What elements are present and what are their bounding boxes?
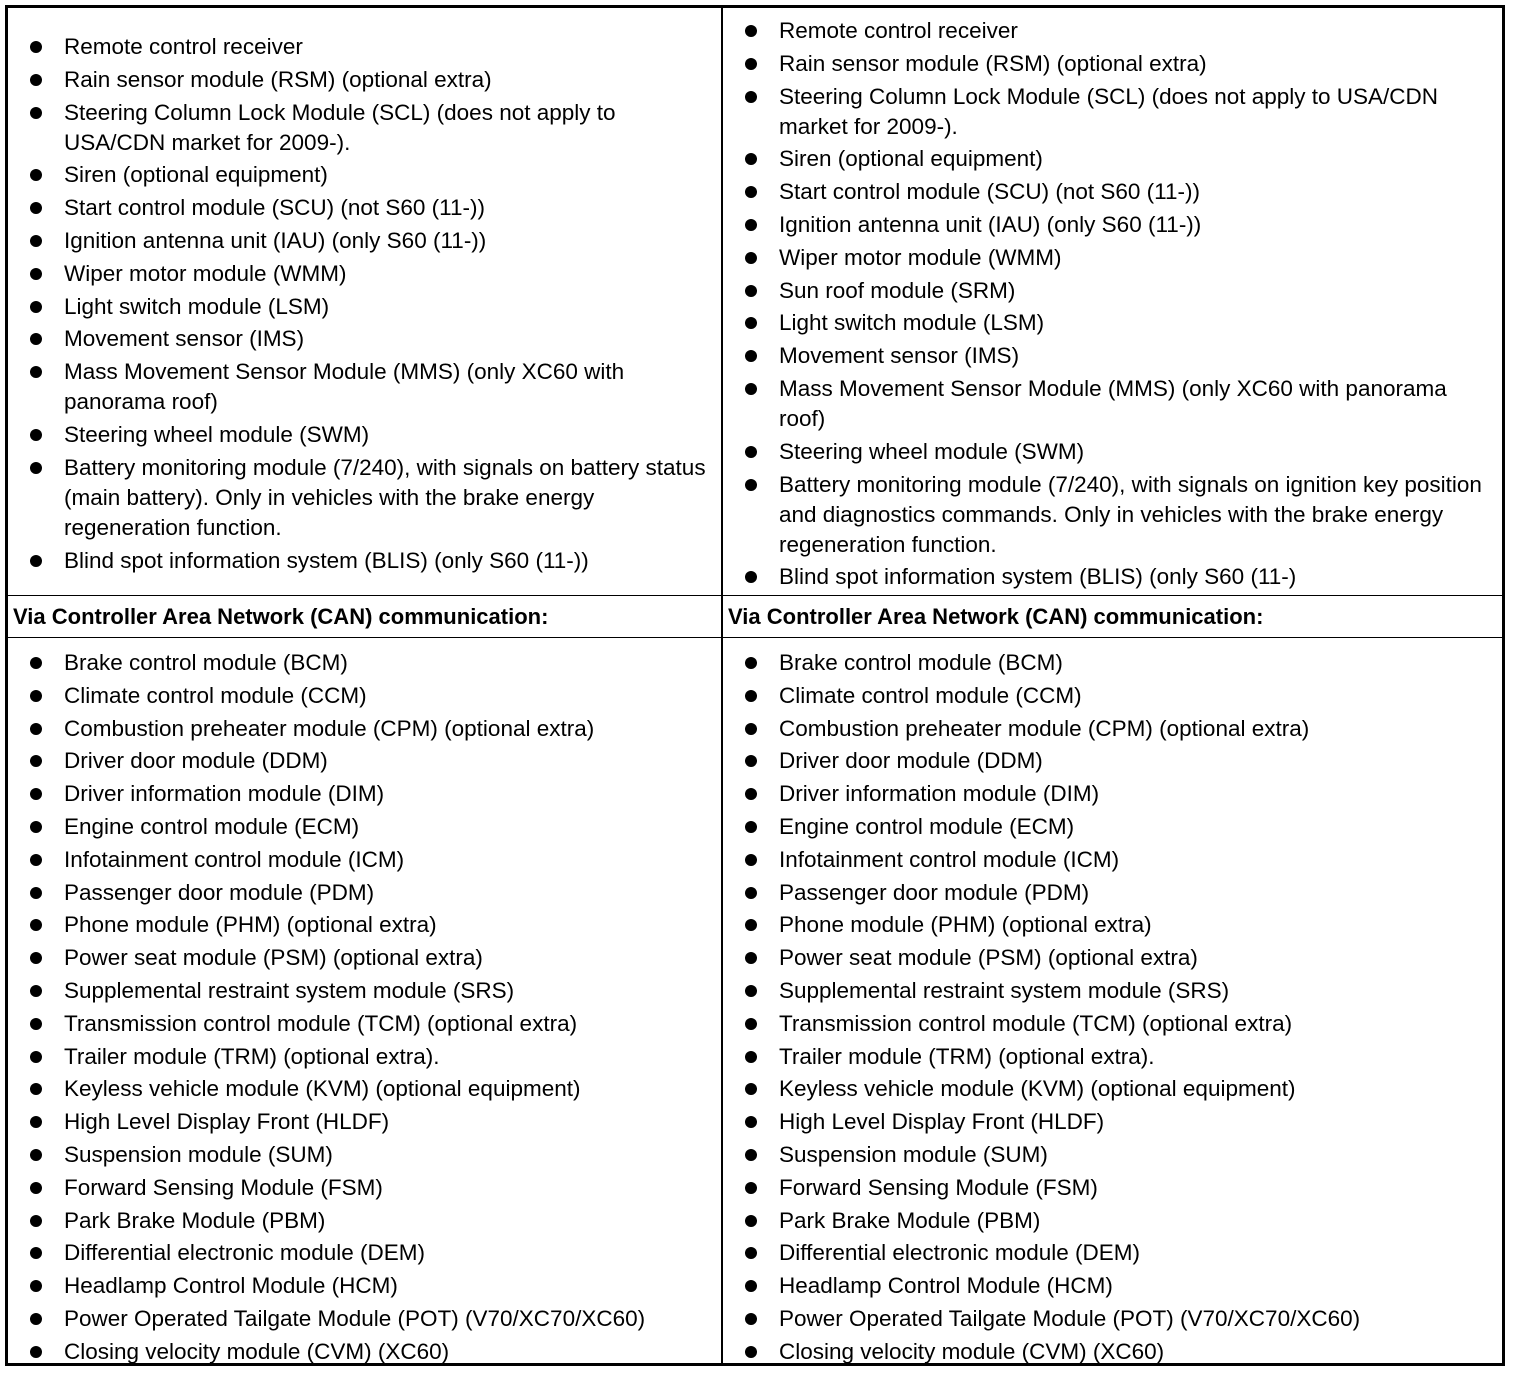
bullet-icon xyxy=(30,1116,42,1128)
list-item xyxy=(723,1238,1502,1268)
list-item xyxy=(723,308,1502,338)
list-item-text: Rain sensor module (RSM) (optional extra) xyxy=(779,50,1207,76)
bullet-icon xyxy=(30,657,42,669)
bullet-icon xyxy=(30,1051,42,1063)
list-item-text: Suspension module (SUM) xyxy=(779,1141,1048,1167)
list-item-text: Sun roof module (SRM) xyxy=(779,277,1016,303)
list-item-text: Ignition antenna unit (IAU) (only S60 (11-)) xyxy=(64,227,487,253)
list-item xyxy=(8,976,721,1006)
bullet-icon xyxy=(745,1215,757,1227)
list-item xyxy=(8,1304,721,1334)
list-item xyxy=(723,1009,1502,1039)
list-item-text: Siren (optional equipment) xyxy=(64,162,328,188)
list-item xyxy=(8,1009,721,1039)
list-item-text: Phone module (PHM) (optional extra) xyxy=(64,912,437,938)
list-item-text: Light switch module (LSM) xyxy=(64,293,330,319)
bullet-icon xyxy=(745,1149,757,1161)
bullet-icon xyxy=(30,887,42,899)
bullet-icon xyxy=(30,268,42,280)
bullet-icon xyxy=(30,41,42,53)
list-item-text: Infotainment control module (ICM) xyxy=(64,846,405,872)
bullet-icon xyxy=(745,1313,757,1325)
list-item-text: Brake control module (BCM) xyxy=(779,650,1063,675)
list-item-text: Supplemental restraint system module (SRS) xyxy=(64,977,515,1003)
list-item xyxy=(8,1173,721,1203)
list-item-text: Suspension module (SUM) xyxy=(64,1141,333,1167)
list-item xyxy=(723,1271,1502,1301)
bullet-icon xyxy=(30,952,42,964)
list-item xyxy=(8,878,721,908)
list-item xyxy=(8,1107,721,1137)
list-item-text: Transmission control module (TCM) (optional extra) xyxy=(779,1010,1293,1036)
list-item-text: Wiper motor module (WMM) xyxy=(779,244,1062,270)
bullet-icon xyxy=(745,1116,757,1128)
bullet-icon xyxy=(745,317,757,329)
list-item xyxy=(8,226,721,256)
list-item-text: Keyless vehicle module (KVM) (optional equipment) xyxy=(779,1076,1296,1102)
list-item-text: Phone module (PHM) (optional extra) xyxy=(779,912,1152,938)
list-item-text: Engine control module (ECM) xyxy=(64,813,360,839)
bullet-icon xyxy=(30,202,42,214)
list-item xyxy=(8,160,721,190)
list-item-text: Mass Movement Sensor Module (MMS) (only XC60 with panorama roof) xyxy=(779,375,1447,431)
list-item-text: Combustion preheater module (CPM) (optional extra) xyxy=(779,715,1310,741)
list-item-text: Movement sensor (IMS) xyxy=(779,343,1020,369)
list-item xyxy=(8,648,721,678)
list-item xyxy=(8,98,721,158)
list-item xyxy=(723,16,1502,46)
list-item-text: Rain sensor module (RSM) (optional extra) xyxy=(64,66,492,92)
list-item xyxy=(8,1337,721,1367)
list-item xyxy=(723,177,1502,207)
right-can-list xyxy=(723,648,1502,1367)
list-item-text: Forward Sensing Module (FSM) xyxy=(779,1174,1098,1200)
list-item xyxy=(8,32,721,62)
list-item xyxy=(723,49,1502,79)
list-item-text: Park Brake Module (PBM) xyxy=(779,1207,1041,1233)
bullet-icon xyxy=(745,821,757,833)
list-item xyxy=(8,746,721,776)
list-item xyxy=(723,243,1502,273)
bullet-icon xyxy=(30,690,42,702)
bullet-icon xyxy=(30,333,42,345)
list-item xyxy=(8,1140,721,1170)
list-item-text: Mass Movement Sensor Module (MMS) (only XC60 with panorama roof) xyxy=(64,359,625,415)
bullet-icon xyxy=(30,555,42,567)
list-item-text: Combustion preheater module (CPM) (optional extra) xyxy=(64,715,595,741)
list-item-text: Remote control receiver xyxy=(64,34,303,59)
list-item xyxy=(8,292,721,322)
bullet-icon xyxy=(745,657,757,669)
bullet-icon xyxy=(745,723,757,735)
list-item xyxy=(8,420,721,450)
bullet-icon xyxy=(745,1247,757,1259)
bullet-icon xyxy=(745,25,757,37)
list-item-text: Ignition antenna unit (IAU) (only S60 (11-)) xyxy=(779,211,1202,237)
bullet-icon xyxy=(30,755,42,767)
bullet-icon xyxy=(745,571,757,583)
bullet-icon xyxy=(30,1247,42,1259)
left-can-list xyxy=(8,648,721,1367)
bullet-icon xyxy=(745,479,757,491)
bullet-icon xyxy=(30,1149,42,1161)
list-item-text: Passenger door module (PDM) xyxy=(64,879,375,905)
list-item-text: Movement sensor (IMS) xyxy=(64,326,305,352)
list-item-text: Steering Column Lock Module (SCL) (does not apply to USA/CDN market for 2009-). xyxy=(64,99,616,155)
bullet-icon xyxy=(745,252,757,264)
list-item-text: Headlamp Control Module (HCM) xyxy=(779,1273,1113,1299)
bullet-icon xyxy=(745,350,757,362)
list-item-text: Start control module (SCU) (not S60 (11-)) xyxy=(64,195,485,221)
bullet-icon xyxy=(30,919,42,931)
list-item-text: Driver information module (DIM) xyxy=(779,781,1100,807)
list-item-text: Steering wheel module (SWM) xyxy=(64,421,370,447)
bullet-icon xyxy=(745,383,757,395)
list-item xyxy=(723,779,1502,809)
list-item xyxy=(723,210,1502,240)
list-item-text: Power seat module (PSM) (optional extra) xyxy=(64,945,483,971)
bullet-icon xyxy=(745,1083,757,1095)
list-item xyxy=(723,341,1502,371)
list-item xyxy=(8,845,721,875)
list-item xyxy=(8,681,721,711)
bullet-icon xyxy=(30,366,42,378)
list-item-text: Light switch module (LSM) xyxy=(779,310,1045,336)
left-can-cell xyxy=(8,648,721,1370)
bullet-icon xyxy=(745,919,757,931)
list-item xyxy=(723,714,1502,744)
list-item-text: Steering wheel module (SWM) xyxy=(779,438,1085,464)
list-item xyxy=(8,65,721,95)
bullet-icon xyxy=(30,1280,42,1292)
list-item-text: Transmission control module (TCM) (optional extra) xyxy=(64,1010,578,1036)
list-item-text: Driver door module (DDM) xyxy=(64,748,328,774)
list-item-text: Battery monitoring module (7/240), with signals on battery status (main battery). Only in vehicles with the brake energy regeneration function. xyxy=(64,454,706,540)
list-item xyxy=(723,746,1502,776)
bullet-icon xyxy=(30,169,42,181)
list-item xyxy=(8,1206,721,1236)
right-top-list xyxy=(723,16,1502,592)
list-item-text: Power Operated Tailgate Module (POT) (V70/XC70/XC60) xyxy=(779,1305,1361,1331)
list-item-text: Differential electronic module (DEM) xyxy=(779,1240,1140,1266)
list-item-text: Infotainment control module (ICM) xyxy=(779,846,1120,872)
bullet-icon xyxy=(30,74,42,86)
list-item xyxy=(8,1271,721,1301)
list-item-text: Blind spot information system (BLIS) (only S60 (11-) xyxy=(779,564,1297,590)
right-top-cell xyxy=(723,16,1502,595)
bullet-icon xyxy=(745,1346,757,1358)
list-item xyxy=(723,1304,1502,1334)
right-can-header: Via Controller Area Network (CAN) communication: xyxy=(728,604,1264,629)
list-item-text: Power Operated Tailgate Module (POT) (V70/XC70/XC60) xyxy=(64,1305,646,1331)
bullet-icon xyxy=(30,429,42,441)
right-can-cell xyxy=(723,648,1502,1370)
list-item-text: Power seat module (PSM) (optional extra) xyxy=(779,945,1198,971)
list-item-text: Driver door module (DDM) xyxy=(779,748,1043,774)
list-item xyxy=(723,812,1502,842)
list-item-text: Trailer module (TRM) (optional extra). xyxy=(779,1043,1155,1069)
bullet-icon xyxy=(30,723,42,735)
list-item xyxy=(8,546,721,576)
list-item xyxy=(723,437,1502,467)
bullet-icon xyxy=(30,1018,42,1030)
list-item-text: Park Brake Module (PBM) xyxy=(64,1207,326,1233)
list-item xyxy=(723,910,1502,940)
list-item xyxy=(8,324,721,354)
bullet-icon xyxy=(30,107,42,119)
list-item xyxy=(723,374,1502,434)
list-item-text: Climate control module (CCM) xyxy=(779,682,1082,708)
list-item xyxy=(723,470,1502,560)
left-top-cell xyxy=(8,32,721,578)
bullet-icon xyxy=(30,1182,42,1194)
list-item-text: Trailer module (TRM) (optional extra). xyxy=(64,1043,440,1069)
list-item-text: High Level Display Front (HLDF) xyxy=(64,1109,390,1135)
bullet-icon xyxy=(30,235,42,247)
list-item-text: Siren (optional equipment) xyxy=(779,146,1043,172)
module-table xyxy=(5,5,1505,1366)
list-item xyxy=(8,259,721,289)
list-item-text: Remote control receiver xyxy=(779,18,1018,43)
bullet-icon xyxy=(745,985,757,997)
list-item-text: Keyless vehicle module (KVM) (optional equipment) xyxy=(64,1076,581,1102)
list-item-text: High Level Display Front (HLDF) xyxy=(779,1109,1105,1135)
bullet-icon xyxy=(745,1280,757,1292)
bullet-icon xyxy=(30,1083,42,1095)
bullet-icon xyxy=(745,58,757,70)
list-item-text: Forward Sensing Module (FSM) xyxy=(64,1174,383,1200)
list-item-text: Start control module (SCU) (not S60 (11-)) xyxy=(779,179,1200,205)
list-item-text: Closing velocity module (CVM) (XC60) xyxy=(64,1338,450,1364)
bullet-icon xyxy=(745,1018,757,1030)
list-item xyxy=(723,943,1502,973)
list-item xyxy=(8,910,721,940)
list-item-text: Supplemental restraint system module (SRS) xyxy=(779,977,1230,1003)
list-item xyxy=(8,193,721,223)
bullet-icon xyxy=(745,153,757,165)
list-item xyxy=(723,276,1502,306)
bullet-icon xyxy=(745,854,757,866)
bullet-icon xyxy=(30,462,42,474)
list-item xyxy=(8,943,721,973)
list-item-text: Differential electronic module (DEM) xyxy=(64,1240,425,1266)
list-item xyxy=(723,1140,1502,1170)
list-item-text: Wiper motor module (WMM) xyxy=(64,260,347,286)
list-item-text: Driver information module (DIM) xyxy=(64,781,385,807)
bullet-icon xyxy=(745,285,757,297)
list-item xyxy=(8,453,721,543)
bullet-icon xyxy=(745,186,757,198)
list-item xyxy=(723,1042,1502,1072)
bullet-icon xyxy=(745,1182,757,1194)
list-item xyxy=(8,714,721,744)
bullet-icon xyxy=(30,301,42,313)
list-item-text: Passenger door module (PDM) xyxy=(779,879,1090,905)
list-item xyxy=(723,1173,1502,1203)
list-item xyxy=(8,812,721,842)
list-item-text: Blind spot information system (BLIS) (only S60 (11-)) xyxy=(64,547,589,573)
list-item xyxy=(723,1337,1502,1367)
list-item xyxy=(723,648,1502,678)
list-item-text: Engine control module (ECM) xyxy=(779,813,1075,839)
list-item xyxy=(723,1107,1502,1137)
bullet-icon xyxy=(30,1215,42,1227)
bullet-icon xyxy=(30,854,42,866)
bullet-icon xyxy=(30,1346,42,1358)
left-top-list xyxy=(8,32,721,576)
bullet-icon xyxy=(745,952,757,964)
bullet-icon xyxy=(30,821,42,833)
bullet-icon xyxy=(745,1051,757,1063)
list-item xyxy=(8,357,721,417)
list-item xyxy=(8,1042,721,1072)
bullet-icon xyxy=(30,985,42,997)
list-item xyxy=(723,878,1502,908)
list-item xyxy=(723,144,1502,174)
bullet-icon xyxy=(745,91,757,103)
list-item-text: Battery monitoring module (7/240), with signals on ignition key position and diagnostics commands. Only in vehicles with the brake energy regeneration function. xyxy=(779,471,1482,557)
list-item xyxy=(723,1206,1502,1236)
list-item-text: Headlamp Control Module (HCM) xyxy=(64,1273,398,1299)
list-item xyxy=(8,1074,721,1104)
list-item-text: Climate control module (CCM) xyxy=(64,682,367,708)
bullet-icon xyxy=(745,887,757,899)
list-item xyxy=(723,976,1502,1006)
list-item xyxy=(723,82,1502,142)
bullet-icon xyxy=(745,690,757,702)
bullet-icon xyxy=(745,788,757,800)
bullet-icon xyxy=(745,755,757,767)
bullet-icon xyxy=(745,446,757,458)
list-item xyxy=(8,1238,721,1268)
list-item-text: Brake control module (BCM) xyxy=(64,650,348,675)
left-can-header: Via Controller Area Network (CAN) communication: xyxy=(13,604,549,629)
list-item xyxy=(723,1074,1502,1104)
bullet-icon xyxy=(30,788,42,800)
row-divider-bottom xyxy=(8,637,1502,638)
list-item xyxy=(723,845,1502,875)
list-item xyxy=(8,779,721,809)
list-item-text: Steering Column Lock Module (SCL) (does not apply to USA/CDN market for 2009-). xyxy=(779,83,1439,139)
list-item-text: Closing velocity module (CVM) (XC60) xyxy=(779,1338,1165,1364)
list-item xyxy=(723,681,1502,711)
list-item xyxy=(723,562,1502,592)
bullet-icon xyxy=(30,1313,42,1325)
bullet-icon xyxy=(745,219,757,231)
